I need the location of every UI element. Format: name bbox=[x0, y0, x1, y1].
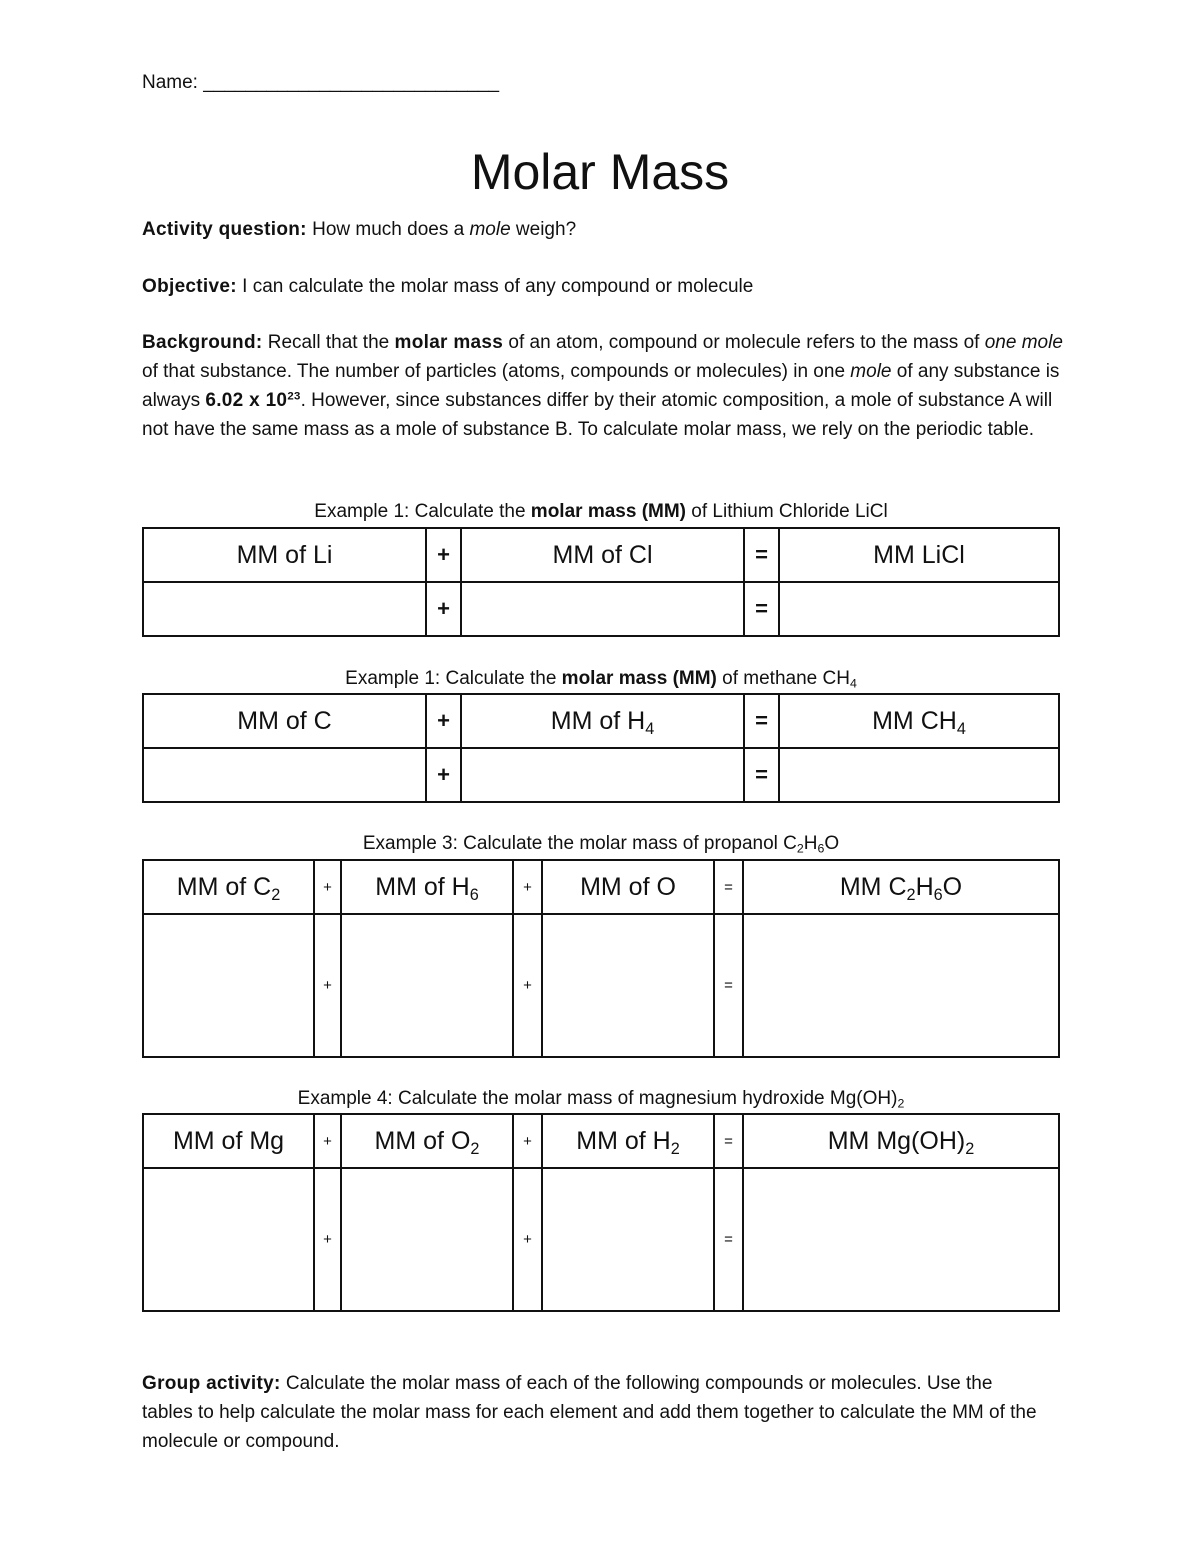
equals-sign: = bbox=[714, 860, 743, 914]
answer-cell-cl[interactable] bbox=[461, 582, 744, 636]
header-mm-mg: MM of Mg bbox=[143, 1114, 314, 1168]
header-mm-h6: MM of $H_6$ bbox=[341, 860, 513, 914]
example4-caption: Example 4: Calculate the molar mass of magnesium hydroxide $Mg(OH)_2$ bbox=[297, 1088, 905, 1111]
activity-question-label: Activity question: bbox=[142, 219, 307, 240]
example1-table bbox=[142, 527, 1060, 637]
background-emph-mole: mole bbox=[850, 361, 892, 382]
example3-table bbox=[142, 859, 1060, 1058]
equals-sign: = bbox=[744, 694, 779, 748]
page-title: Molar Mass bbox=[470, 144, 730, 200]
header-mm-o: MM of O bbox=[542, 860, 714, 914]
background-emph-one-mole: one mole bbox=[984, 332, 1063, 353]
equals-sign: = bbox=[744, 582, 779, 636]
equals-sign: = bbox=[744, 528, 779, 582]
header-mm-li: MM of Li bbox=[143, 528, 426, 582]
equals-sign: = bbox=[744, 748, 779, 802]
plus-sign: + bbox=[426, 528, 461, 582]
answer-cell-mg[interactable] bbox=[143, 1168, 314, 1311]
plus-sign: + bbox=[513, 1114, 542, 1168]
group-activity-label: Group activity: bbox=[142, 1373, 281, 1394]
example1-caption: Example 1: Calculate the molar mass (MM) of Lithium Chloride LiCl bbox=[314, 501, 888, 522]
equals-sign: = bbox=[714, 1168, 743, 1311]
answer-cell-mgoh2[interactable] bbox=[743, 1168, 1059, 1311]
background-text-5: . However, since substances differ by their atomic composition, a mole of substance A will not have the same mass as a mole of substance B. To calculate molar mass, we rely on the periodic table. bbox=[142, 390, 1053, 440]
background-text-1: Recall that the bbox=[267, 332, 390, 353]
example3-header-row bbox=[143, 860, 1059, 914]
header-mm-h4: MM of $H_4$ bbox=[461, 694, 744, 748]
name-blank-line[interactable]: ____________________________ bbox=[203, 72, 500, 93]
objective bbox=[142, 272, 1067, 301]
background-paragraph bbox=[142, 328, 1067, 444]
background-text-2: of an atom, compound or molecule refers to the mass of bbox=[508, 332, 980, 353]
example2-table bbox=[142, 693, 1060, 803]
answer-cell-c[interactable] bbox=[143, 748, 426, 802]
plus-sign: + bbox=[314, 1168, 341, 1311]
example3-answer-row bbox=[143, 914, 1059, 1057]
equals-sign: = bbox=[714, 1114, 743, 1168]
answer-cell-h4[interactable] bbox=[461, 748, 744, 802]
background-label: Background: bbox=[142, 332, 263, 353]
header-mm-c2: MM of $C_2$ bbox=[143, 860, 314, 914]
header-mm-o2: MM of $O_2$ bbox=[341, 1114, 513, 1168]
header-mm-ch4: MM $CH_4$ bbox=[779, 694, 1059, 748]
answer-cell-li[interactable] bbox=[143, 582, 426, 636]
objective-label: Objective: bbox=[142, 276, 237, 297]
header-mm-mgoh2: MM $Mg(OH)_2$ bbox=[743, 1114, 1059, 1168]
answer-cell-h2[interactable] bbox=[542, 1168, 714, 1311]
example2-header-row bbox=[143, 694, 1059, 748]
answer-cell-o[interactable] bbox=[542, 914, 714, 1057]
answer-cell-ch4[interactable] bbox=[779, 748, 1059, 802]
header-mm-c: MM of C bbox=[143, 694, 426, 748]
header-mm-licl: MM LiCl bbox=[779, 528, 1059, 582]
answer-cell-c2h6o[interactable] bbox=[743, 914, 1059, 1057]
header-mm-h2: MM of $H_2$ bbox=[542, 1114, 714, 1168]
activity-question-emph: mole bbox=[469, 219, 511, 240]
name-field bbox=[142, 72, 499, 94]
background-text-4: of any substance is always bbox=[142, 361, 1060, 411]
plus-sign: + bbox=[426, 694, 461, 748]
example3-caption: Example 3: Calculate the molar mass of propanol $C_2H_6O$ bbox=[362, 833, 840, 856]
activity-question-text-end: weigh? bbox=[515, 219, 577, 240]
answer-cell-licl[interactable] bbox=[779, 582, 1059, 636]
answer-cell-h6[interactable] bbox=[341, 914, 513, 1057]
answer-cell-o2[interactable] bbox=[341, 1168, 513, 1311]
example1-answer-row bbox=[143, 582, 1059, 636]
activity-question-text: How much does a bbox=[312, 219, 465, 240]
example4-header-row bbox=[143, 1114, 1059, 1168]
header-mm-c2h6o: MM $C_2H_6O$ bbox=[743, 860, 1059, 914]
group-activity bbox=[142, 1369, 1042, 1456]
background-term-molar-mass: molar mass bbox=[394, 332, 504, 353]
header-mm-cl: MM of Cl bbox=[461, 528, 744, 582]
avogadro-number: 6.02 x $10^{23}$ bbox=[205, 390, 301, 411]
example2-caption: Example 1: Calculate the molar mass (MM) of methane $CH_4$ bbox=[345, 668, 857, 691]
objective-text: I can calculate the molar mass of any compound or molecule bbox=[242, 276, 754, 297]
plus-sign: + bbox=[426, 748, 461, 802]
activity-question bbox=[142, 215, 1067, 244]
plus-sign: + bbox=[513, 914, 542, 1057]
background-text-3: of that substance. The number of particles (atoms, compounds or molecules) in one bbox=[142, 361, 846, 382]
answer-cell-c2[interactable] bbox=[143, 914, 314, 1057]
plus-sign: + bbox=[314, 1114, 341, 1168]
name-label: Name: bbox=[142, 72, 198, 93]
plus-sign: + bbox=[314, 860, 341, 914]
example4-table bbox=[142, 1113, 1060, 1312]
plus-sign: + bbox=[513, 1168, 542, 1311]
plus-sign: + bbox=[426, 582, 461, 636]
example1-header-row bbox=[143, 528, 1059, 582]
example4-answer-row bbox=[143, 1168, 1059, 1311]
plus-sign: + bbox=[513, 860, 542, 914]
plus-sign: + bbox=[314, 914, 341, 1057]
example2-answer-row bbox=[143, 748, 1059, 802]
equals-sign: = bbox=[714, 914, 743, 1057]
group-activity-text: Calculate the molar mass of each of the following compounds or molecules. Use the tables to help calculate the molar mass for each element and add them together to calculate the MM of the molecule or compound. bbox=[142, 1373, 1037, 1452]
